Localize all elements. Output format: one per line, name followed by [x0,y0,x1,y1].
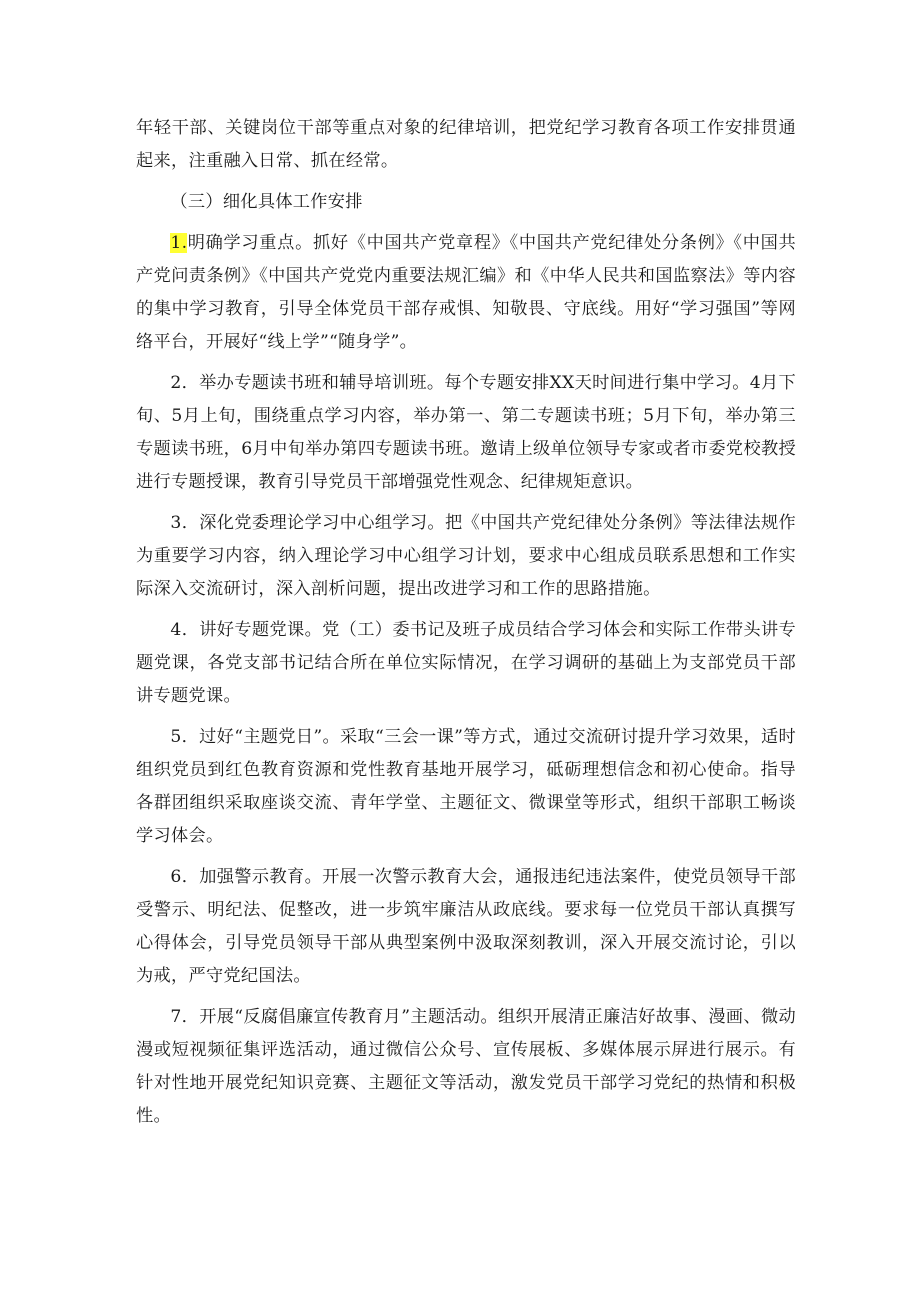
paragraph-continuation: 年轻干部、关键岗位干部等重点对象的纪律培训，把党纪学习教育各项工作安排贯通起来，注重融入日常、抓在经常。 [136,118,796,171]
section-heading: （三）细化具体工作安排 [170,192,363,212]
paragraph-item-4: 4．讲好专题党课。党（工）委书记及班子成员结合学习体会和实际工作带头讲专题党课，各党支部书记结合所在单位实际情况，在学习调研的基础上为支部党员干部讲专题党课。 [136,620,796,706]
paragraph-item-7: 7．开展“反腐倡廉宣传教育月”主题活动。组织开展清正廉洁好故事、漫画、微动漫或短视频征集评选活动，通过微信公众号、宣传展板、多媒体展示屏进行展示。有针对性地开展党纪知识竞赛、主题征文等活动，激发党员干部学习党纪的热情和积极性。 [136,1007,796,1126]
paragraph-item-5: 5．过好“主题党日”。采取“三会一课”等方式，通过交流研讨提升学习效果，适时组织党员到红色教育资源和党性教育基地开展学习，砥砺理想信念和初心使命。指导各群团组织采取座谈交流、青年学堂、主题征文、微课堂等形式，组织干部职工畅谈学习体会。 [136,727,796,846]
paragraph-item-6: 6．加强警示教育。开展一次警示教育大会，通报违纪违法案件，使党员领导干部受警示、明纪法、促整改，进一步筑牢廉洁从政底线。要求每一位党员干部认真撰写心得体会，引导党员领导干部从典型案例中汲取深刻教训，深入开展交流讨论，引以为戒，严守党纪国法。 [136,867,796,986]
document-page [136,112,796,1133]
paragraph-item-1 [136,227,796,359]
paragraph-item-3: 3．深化党委理论学习中心组学习。把《中国共产党纪律处分条例》等法律法规作为重要学习内容，纳入理论学习中心组学习计划，要求中心组成员联系思想和工作实际深入交流研讨，深入剖析问题，提出改进学习和工作的思路措施。 [136,513,796,599]
paragraph-item-1-text: 明确学习重点。抓好《中国共产党章程》《中国共产党纪律处分条例》《中国共产党问责条例》《中国共产党党内重要法规汇编》和《中华人民共和国监察法》等内容的集中学习教育，引导全体党员干部存戒惧、知敬畏、守底线。用好“学习强国”等网络平台，开展好“线上学”“随身学”。 [136,233,796,352]
highlighted-item-number: 1. [170,233,188,253]
paragraph-item-2: 2．举办专题读书班和辅导培训班。每个专题安排XX天时间进行集中学习。4月下旬、5月上旬，围绕重点学习内容，举办第一、第二专题读书班；5月下旬，举办第三专题读书班，6月中旬举办第四专题读书班。邀请上级单位领导专家或者市委党校教授进行专题授课，教育引导党员干部增强党性观念、纪律规矩意识。 [136,373,796,492]
